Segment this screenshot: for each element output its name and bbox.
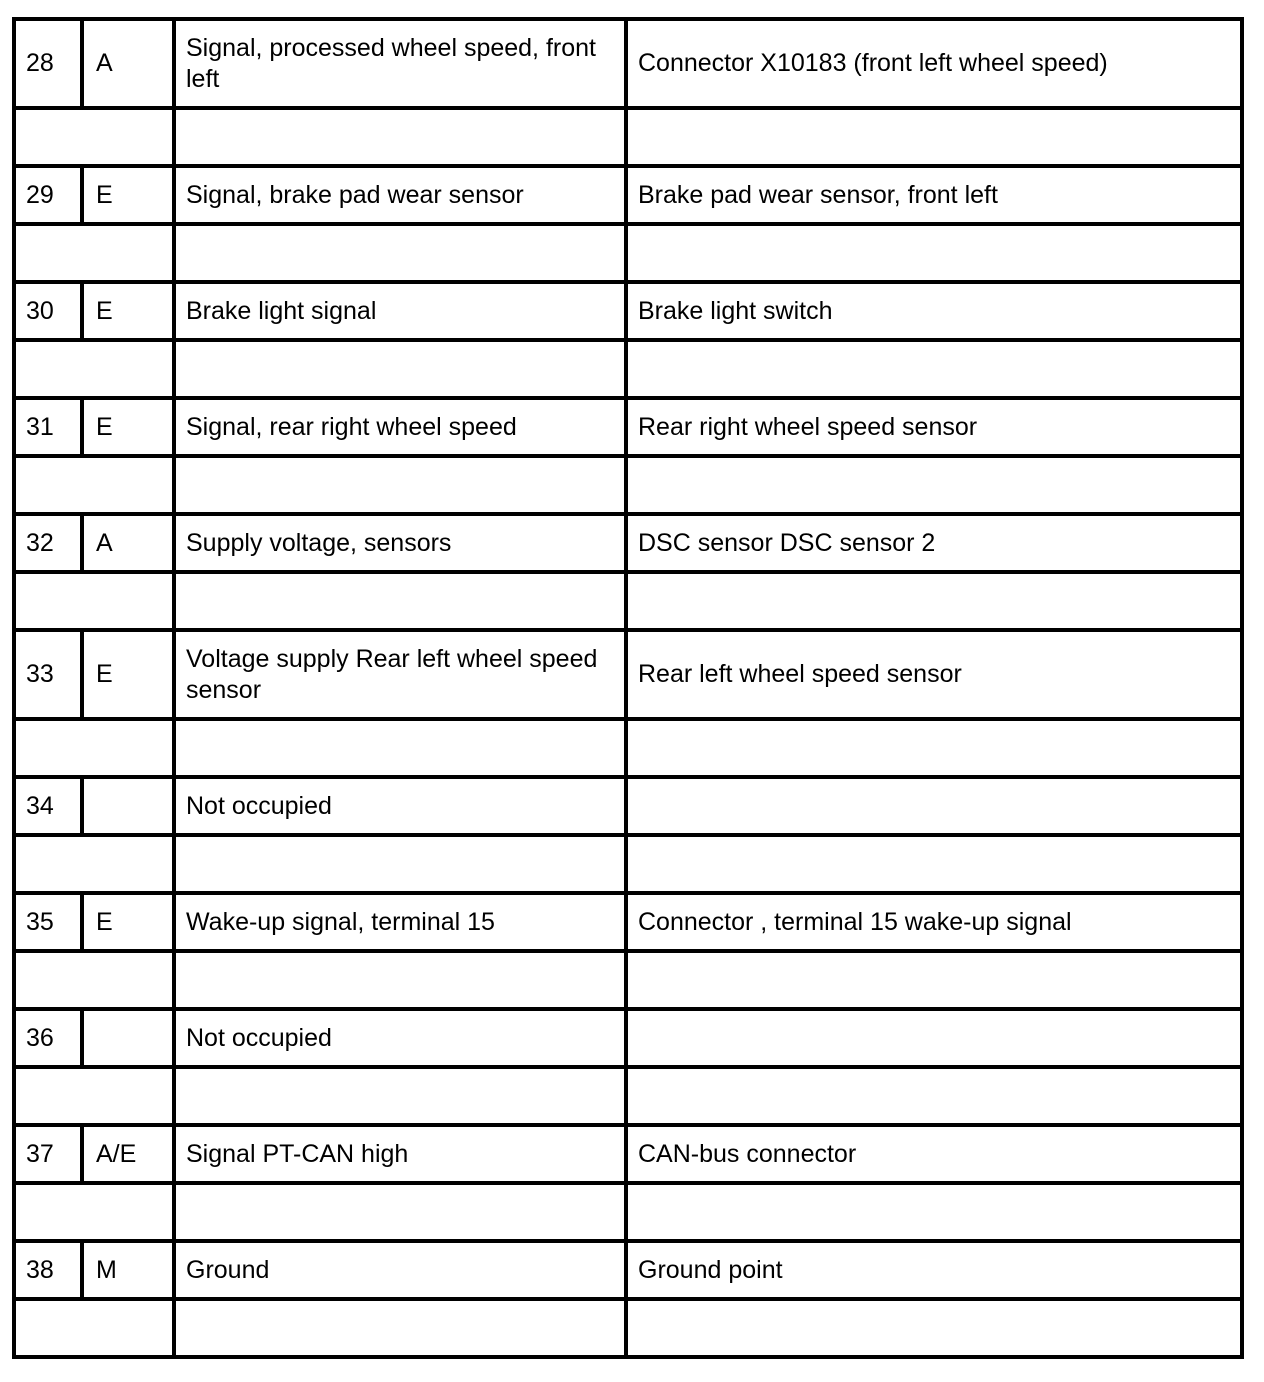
spacer-row — [14, 951, 1242, 1009]
connection-target: Connector , terminal 15 wake-up signal — [626, 893, 1242, 951]
pin-number: 30 — [14, 282, 82, 340]
connection-target — [626, 777, 1242, 835]
signal-type — [82, 1009, 174, 1067]
pin-assignment-table — [12, 17, 1244, 1359]
table-row — [14, 777, 1242, 835]
signal-description: Signal PT-CAN high — [174, 1125, 626, 1183]
table-row — [14, 282, 1242, 340]
signal-type: M — [82, 1241, 174, 1299]
table-row — [14, 166, 1242, 224]
signal-description: Ground — [174, 1241, 626, 1299]
pin-number: 35 — [14, 893, 82, 951]
spacer-row — [14, 572, 1242, 630]
table-row — [14, 1125, 1242, 1183]
signal-type: A — [82, 514, 174, 572]
connection-target: Brake light switch — [626, 282, 1242, 340]
connection-target: CAN-bus connector — [626, 1125, 1242, 1183]
signal-description: Not occupied — [174, 777, 626, 835]
spacer-row — [14, 456, 1242, 514]
signal-description: Voltage supply Rear left wheel speed sensor — [174, 630, 626, 719]
pin-number: 28 — [14, 19, 82, 108]
signal-description: Supply voltage, sensors — [174, 514, 626, 572]
spacer-row — [14, 1299, 1242, 1357]
signal-type: E — [82, 282, 174, 340]
signal-type: E — [82, 398, 174, 456]
pin-number: 29 — [14, 166, 82, 224]
spacer-row — [14, 1067, 1242, 1125]
connection-target — [626, 1009, 1242, 1067]
table-row — [14, 398, 1242, 456]
table-row — [14, 630, 1242, 719]
signal-type — [82, 777, 174, 835]
signal-type: A — [82, 19, 174, 108]
table-row — [14, 1241, 1242, 1299]
signal-type: E — [82, 166, 174, 224]
pin-number: 31 — [14, 398, 82, 456]
pin-number: 34 — [14, 777, 82, 835]
pin-number: 36 — [14, 1009, 82, 1067]
spacer-row — [14, 1183, 1242, 1241]
pin-number: 33 — [14, 630, 82, 719]
table-row — [14, 893, 1242, 951]
signal-type: E — [82, 893, 174, 951]
spacer-row — [14, 835, 1242, 893]
signal-description: Signal, processed wheel speed, front left — [174, 19, 626, 108]
signal-description: Not occupied — [174, 1009, 626, 1067]
pin-number: 32 — [14, 514, 82, 572]
signal-description: Signal, brake pad wear sensor — [174, 166, 626, 224]
connection-target: Brake pad wear sensor, front left — [626, 166, 1242, 224]
spacer-row — [14, 719, 1242, 777]
connection-target: Ground point — [626, 1241, 1242, 1299]
connection-target: Rear left wheel speed sensor — [626, 630, 1242, 719]
signal-type: E — [82, 630, 174, 719]
signal-description: Signal, rear right wheel speed — [174, 398, 626, 456]
connection-target: Connector X10183 (front left wheel speed) — [626, 19, 1242, 108]
pin-number: 38 — [14, 1241, 82, 1299]
spacer-row — [14, 224, 1242, 282]
connection-target: DSC sensor DSC sensor 2 — [626, 514, 1242, 572]
spacer-row — [14, 340, 1242, 398]
pin-number: 37 — [14, 1125, 82, 1183]
table-row — [14, 19, 1242, 108]
connection-target: Rear right wheel speed sensor — [626, 398, 1242, 456]
spacer-row — [14, 108, 1242, 166]
signal-description: Wake-up signal, terminal 15 — [174, 893, 626, 951]
signal-description: Brake light signal — [174, 282, 626, 340]
table-row — [14, 1009, 1242, 1067]
table-row — [14, 514, 1242, 572]
signal-type: A/E — [82, 1125, 174, 1183]
